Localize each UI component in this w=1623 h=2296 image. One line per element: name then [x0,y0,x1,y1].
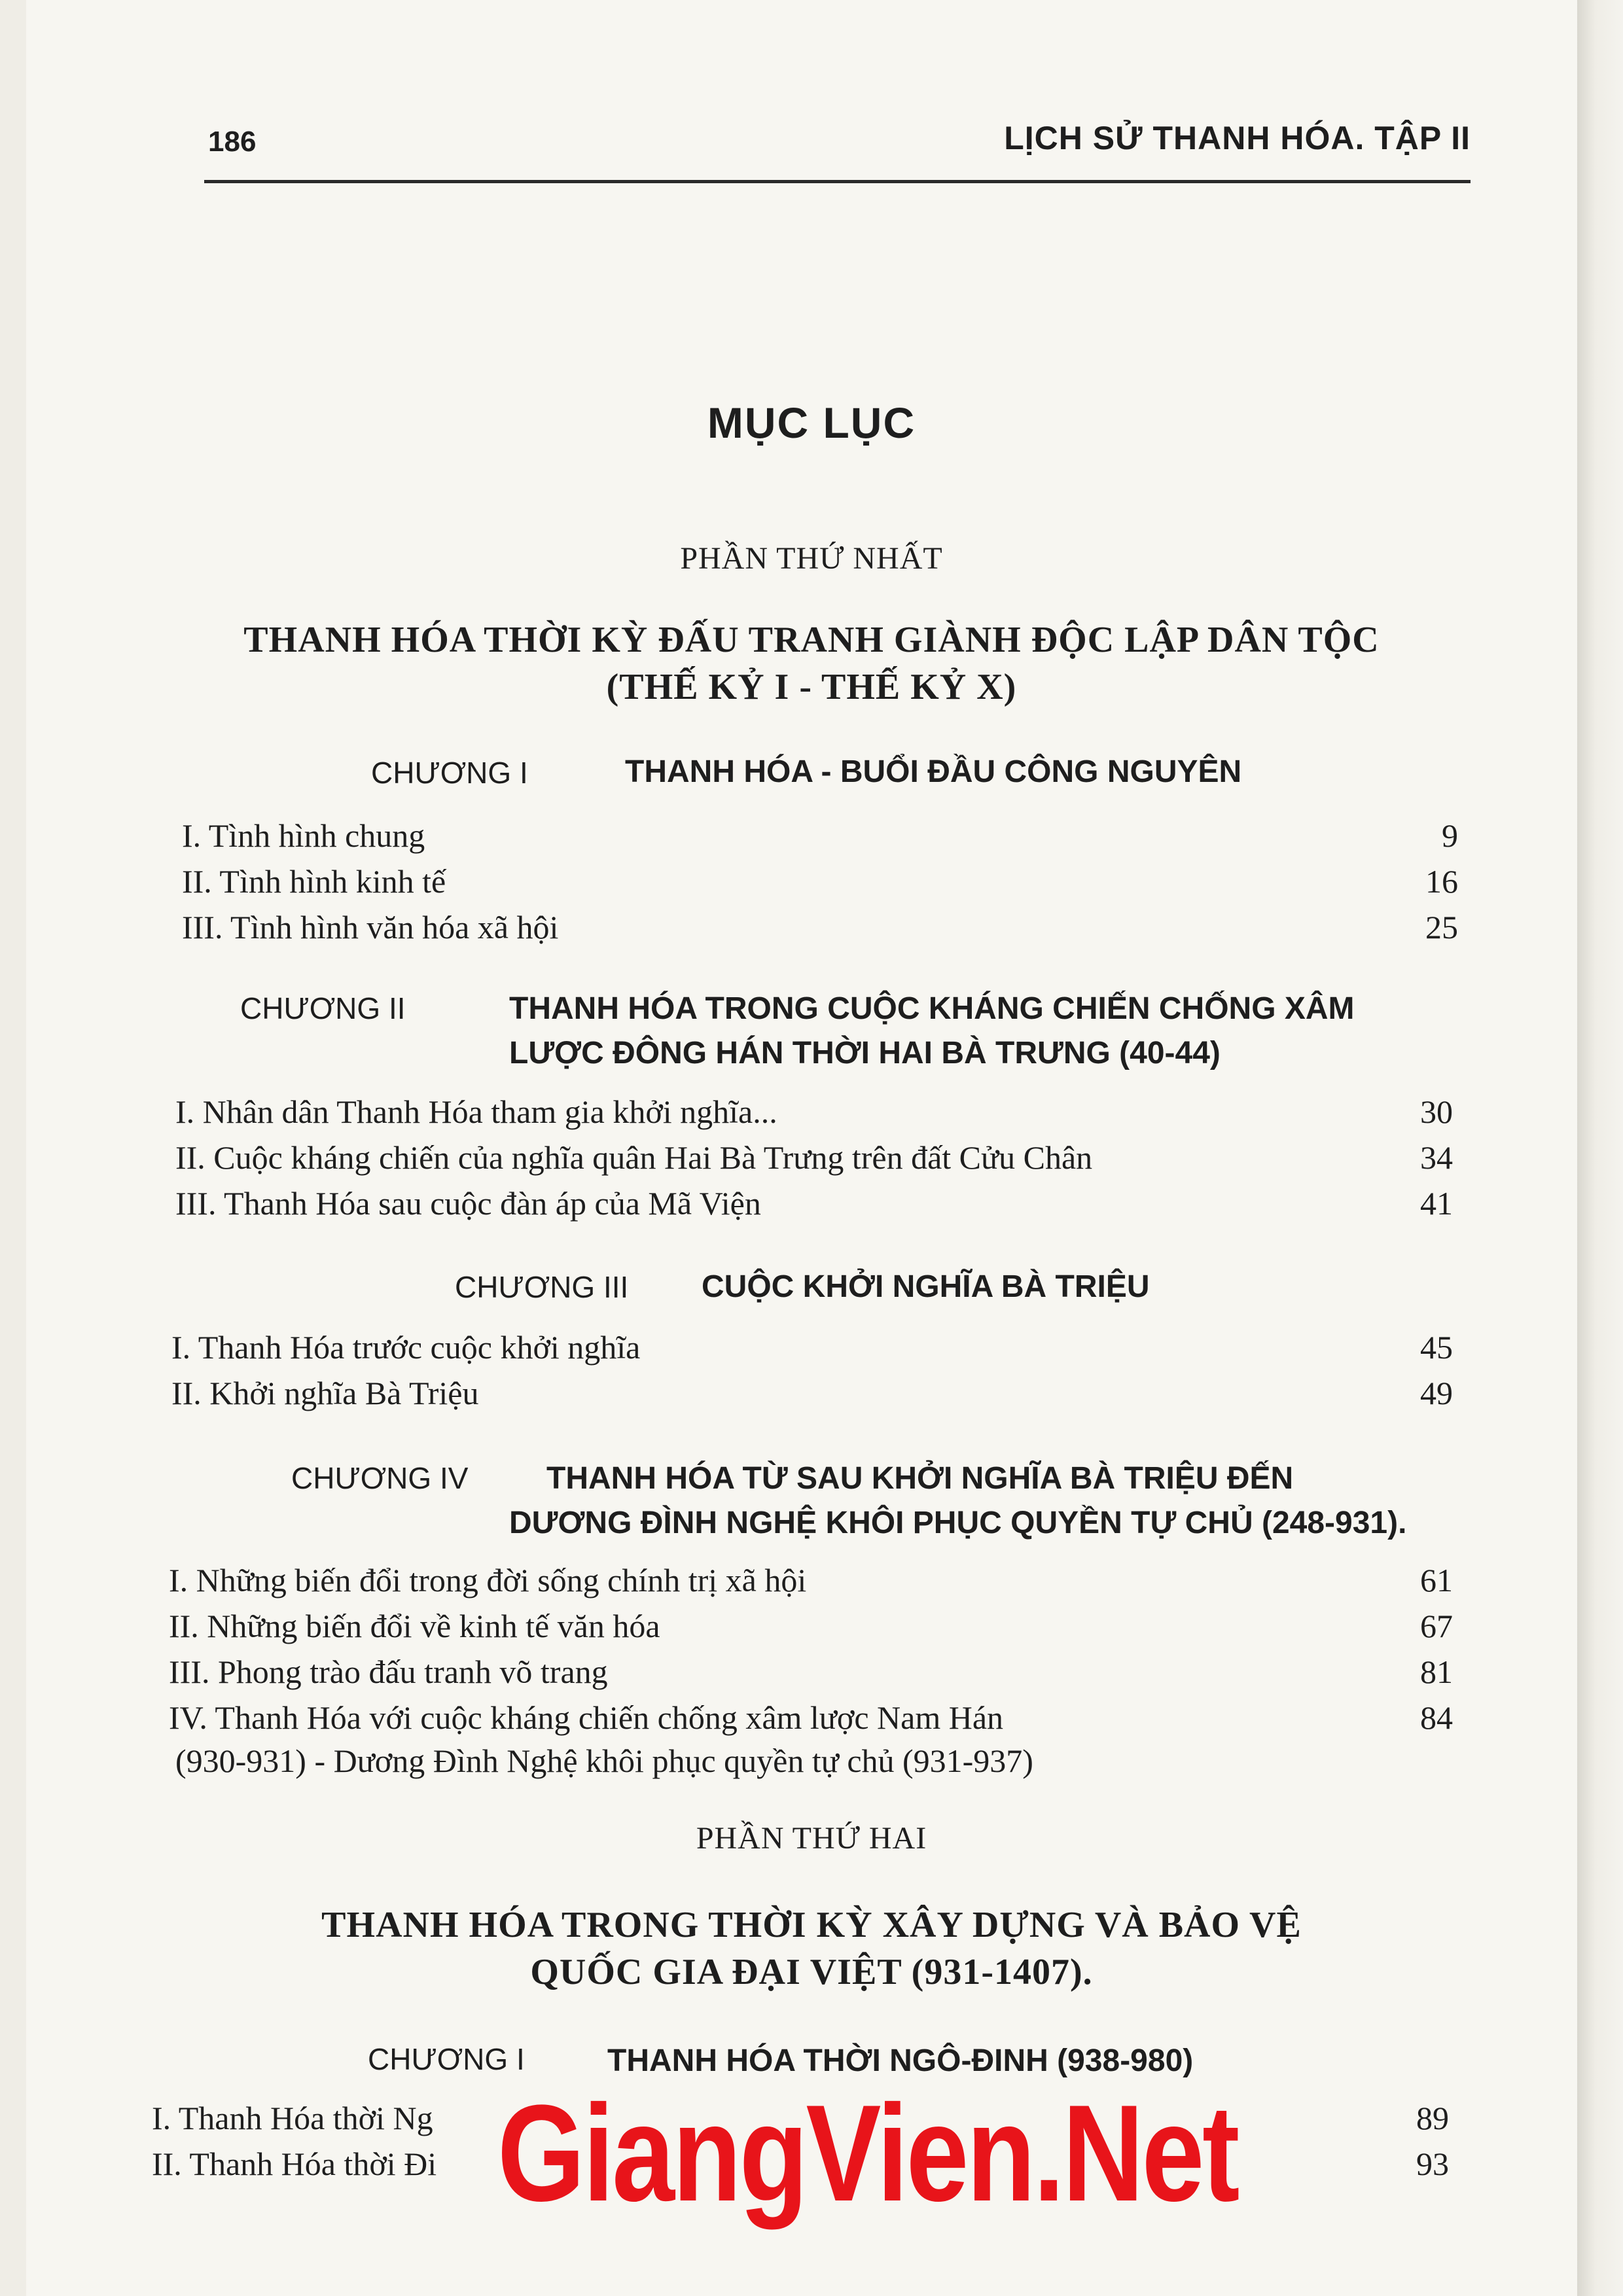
toc-page-number: 89 [1416,2100,1449,2136]
toc-page-number: 34 [1420,1139,1453,1176]
chapter-title: CUỘC KHỞI NGHĨA BÀ TRIỆU [702,1269,1150,1304]
part-2-title [0,1901,1623,1996]
toc-entry[interactable]: I. Những biến đổi trong đời sống chính trị xã hội [169,1562,807,1598]
toc-entry[interactable]: II. Tình hình kinh tế [182,863,446,900]
toc-page-number: 41 [1420,1185,1453,1222]
toc-page-number: 9 [1442,817,1458,854]
toc-entry[interactable]: I. Nhân dân Thanh Hóa tham gia khởi nghĩa... [175,1093,777,1130]
toc-entry[interactable]: III. Phong trào đấu tranh võ trang [169,1653,608,1690]
toc-page-number: 81 [1420,1653,1453,1690]
toc-page-number: 25 [1425,909,1458,945]
toc-page-number: 45 [1420,1329,1453,1366]
chapter-title-line-2: LƯỢC ĐÔNG HÁN THỜI HAI BÀ TRƯNG (40-44) [509,1036,1221,1070]
chapter-title-line-2: DƯƠNG ĐÌNH NGHỆ KHÔI PHỤC QUYỀN TỰ CHỦ (248-931). [509,1506,1407,1540]
part-1-title [0,616,1623,711]
toc-entry[interactable]: II. Những biến đổi về kinh tế văn hóa [169,1608,660,1644]
part-1-label: PHẦN THỨ NHẤT [680,541,943,576]
chapter-title-line-1: THANH HÓA TỪ SAU KHỞI NGHĨA BÀ TRIỆU ĐẾN [546,1461,1294,1496]
running-header: LỊCH SỬ THANH HÓA. TẬP II [1004,120,1471,156]
toc-entry[interactable]: II. Khởi nghĩa Bà Triệu [171,1375,479,1411]
toc-title: MỤC LỤC [707,398,916,447]
part-1-title-line-2: (THẾ KỶ I - THẾ KỶ X) [606,667,1017,707]
toc-page-number: 16 [1425,863,1458,900]
toc-entry[interactable]: I. Thanh Hóa trước cuộc khởi nghĩa [171,1329,641,1366]
part-2-title-line-2: QUỐC GIA ĐẠI VIỆT (931-1407). [530,1952,1093,1992]
toc-entry[interactable]: I. Thanh Hóa thời Ng [152,2100,433,2136]
chapter-title: THANH HÓA THỜI NGÔ-ĐINH (938-980) [607,2043,1194,2078]
page-number: 186 [208,126,257,158]
part-2-title-line-1: THANH HÓA TRONG THỜI KỲ XÂY DỰNG VÀ BẢO VỆ [321,1905,1302,1945]
toc-page-number: 93 [1416,2146,1449,2182]
toc-page-number: 30 [1420,1093,1453,1130]
site-watermark: GiangVien.Net [497,2076,1238,2230]
toc-entry[interactable]: III. Thanh Hóa sau cuộc đàn áp của Mã Viện [175,1185,761,1222]
chapter-label: CHƯƠNG I [368,2042,525,2076]
toc-entry[interactable]: II. Thanh Hóa thời Đi [152,2146,437,2182]
chapter-label: CHƯƠNG III [455,1270,629,1304]
toc-entry-continuation: (930-931) - Dương Đình Nghệ khôi phục quyền tự chủ (931-937) [175,1742,1033,1779]
part-1-title-line-1: THANH HÓA THỜI KỲ ĐẤU TRANH GIÀNH ĐỘC LẬP DÂN TỘC [243,620,1380,660]
toc-page-number: 84 [1420,1699,1453,1736]
chapter-label: CHƯƠNG II [240,991,406,1025]
part-2-label: PHẦN THỨ HAI [696,1821,927,1856]
toc-page-number: 49 [1420,1375,1453,1411]
chapter-title [509,987,1355,1076]
toc-page-number: 67 [1420,1608,1453,1644]
header-rule [204,180,1471,183]
toc-entry[interactable]: II. Cuộc kháng chiến của nghĩa quân Hai Bà Trưng trên đất Cửu Chân [175,1139,1093,1176]
toc-page-number: 61 [1420,1562,1453,1598]
toc-entry[interactable]: III. Tình hình văn hóa xã hội [182,909,559,945]
chapter-title-line-1: THANH HÓA TRONG CUỘC KHÁNG CHIẾN CHỐNG XÂM [509,991,1355,1026]
toc-entry[interactable]: IV. Thanh Hóa với cuộc kháng chiến chống xâm lược Nam Hán [169,1699,1004,1736]
toc-entry[interactable]: I. Tình hình chung [182,817,425,854]
chapter-label: CHƯƠNG IV [291,1461,469,1495]
chapter-label: CHƯƠNG I [371,756,528,790]
chapter-title: THANH HÓA - BUỔI ĐẦU CÔNG NGUYÊN [625,754,1242,789]
